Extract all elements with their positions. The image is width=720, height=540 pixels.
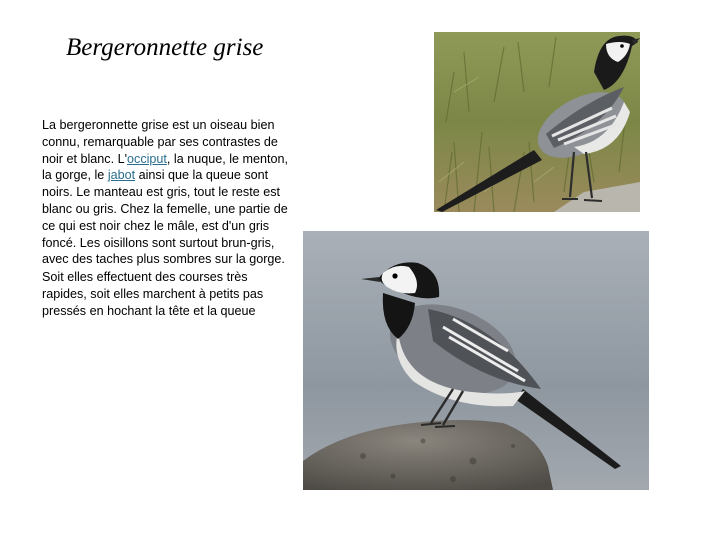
photo-wagtail-grass-image (434, 32, 640, 212)
description-text (42, 117, 290, 320)
paragraph-behaviour: Soit elles effectuent des courses très rapides, soit elles marchent à petits pas pressés en hochant la tête et la queue (42, 270, 264, 318)
paragraph-text: ainsi que la queue sont noirs. Le manteau est gris, tout le reste est blanc ou gris. Chez la femelle, une partie de ce qui est noir chez le mâle, est d'un gris foncé. Les oisillons sont surtout brun-gris, avec des taches plus sombres sur la gorge. (42, 168, 288, 267)
paragraph-text: La bergeronnette grise est un oiseau bien connu, remarquable par ses contrastes de noir et blanc. L' (42, 118, 278, 166)
paragraph-description (42, 117, 290, 268)
paragraph-text: , la nuque, le menton, la gorge, le (42, 151, 289, 183)
photo-wagtail-rock (303, 231, 649, 490)
link-occiput[interactable]: occiput (127, 151, 167, 166)
photo-wagtail-rock-image (303, 231, 649, 490)
link-jabot[interactable]: jabot (107, 168, 136, 183)
page-title: Bergeronnette grise (66, 34, 264, 61)
photo-wagtail-grass (434, 32, 640, 212)
